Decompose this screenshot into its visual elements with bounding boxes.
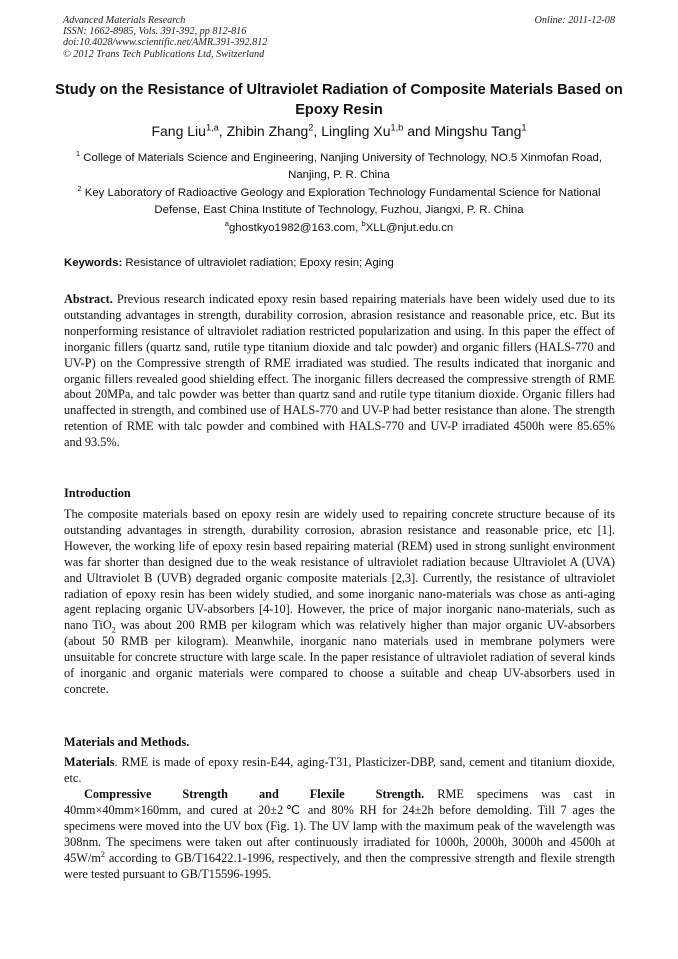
methods-heading: Materials and Methods.: [64, 735, 190, 749]
copyright-line: © 2012 Trans Tech Publications Ltd, Switzerland: [63, 48, 265, 60]
doi-line: doi:10.4028/www.scientific.net/AMR.391-392.812: [63, 37, 268, 49]
author-name: Lingling Xu: [321, 123, 391, 139]
affiliation-text: Key Laboratory of Radioactive Geology and Exploration Technology Fundamental Science for National Defense, East China Institute of Technology, Fuzhou, Jiangxi, P. R. China: [84, 187, 601, 216]
abstract-label: Abstract.: [64, 292, 113, 306]
affiliation-text: College of Materials Science and Engineering, Nanjing University of Technology, NO.5 Xinmofan Road, Nanjing, P. R. China: [83, 152, 603, 181]
affiliation-sup: 1: [75, 149, 81, 159]
affiliation-1: [64, 150, 614, 184]
abstract-text: Previous research indicated epoxy resin based repairing materials have been widely used due to its outstanding advantages in strength, durability corrosion, abrasion resistance and reasonable price, etc. But its nonperforming resistance of ultraviolet radiation restricted popularization and using. In this paper the effect of inorganic fillers (quartz sand, rutile type titanium dioxide and talc powder) and organic fillers (HALS-770 and UV-P) on the Compressive strength of RME irradiated was studied. The results indicated that inorganic and organic fillers revealed good shielding effect. The inorganic fillers decreased the compressive strength of RME about 20MPa, and talc powder was better than quartz sand and rutile type titanium dioxide. Organic fillers had unaffected in strength, and combined use of HALS-770 and UV-P had better resistance than alone. The strength retention of RME with talc powder and combined with HALS-770 and UV-P irradiated 4500h were 85.65% and 93.5%.: [64, 292, 615, 450]
email-list: $^a$ghostkyo1982@163.com, $^b$XLL@njut.edu.cn: [224, 219, 454, 234]
paper-title: Study on the Resistance of Ultraviolet Radiation of Composite Materials Based on Epoxy Resin: [55, 82, 623, 118]
materials-text: . RME is made of epoxy resin-E44, aging-T31, Plasticizer-DBP, sand, cement and titanium dioxide, etc.: [64, 755, 615, 785]
keywords-line: [64, 255, 616, 271]
author-name: Fang Liu: [151, 123, 206, 139]
journal-name: Advanced Materials Research: [63, 15, 186, 26]
author-sup: 1,b: [390, 122, 404, 133]
email-sup: b: [361, 219, 366, 229]
introduction-heading: Introduction: [64, 486, 131, 500]
strength-paragraph: Compressive Strength and Flexile Strength. RME specimens was cast in 40mm×40mm×160mm, and cured at 20±2℃ and 80% RH for 24±2h before demolding. Till 7 ages the specimens were moved into the UV box (Fig. 1). The UV lamp with the maximum peak of the wavelength was 308nm. The specimens were taken out after continuously irradiated for 1000h, 2000h, 3000h and 4500h at $45W/m^2$ according to GB/T16422.1-1996, respectively, and then the compressive strength and flexile strength were tested pursuant to GB/T15596-1995.: [64, 787, 615, 881]
email-address[interactable]: ghostkyo1982@163.com: [228, 222, 356, 234]
author-name: Zhibin Zhang: [226, 123, 309, 139]
author-name: Mingshu Tang: [434, 123, 522, 139]
strength-label: Compressive Strength and Flexile Strength.: [84, 787, 425, 801]
materials-paragraph: [64, 755, 615, 787]
email-address[interactable]: XLL@njut.edu.cn: [365, 222, 454, 234]
journal-header: [63, 15, 615, 60]
author-list: Fang Liu$^{1,a}$, Zhibin Zhang$^2$, Lingling Xu$^{1,b}$ and Mingshu Tang$^1$: [151, 122, 527, 139]
keywords-label: Keywords:: [64, 257, 123, 269]
affiliation-sup: 2: [77, 184, 82, 194]
author-sup: 1,a: [205, 122, 219, 133]
keywords-text: Resistance of ultraviolet radiation; Epoxy resin; Aging: [125, 257, 394, 269]
introduction-paragraph: The composite materials based on epoxy resin are widely used to repairing concrete structure because of its outstanding advantages in strength, durability corrosion, abrasion resistance and reasonable price, etc [1]. However, the working life of epoxy resin based repairing material (REM) used in strong sunlight environment was far shorter than designed due to the weak resistance of ultraviolet radiation because Ultraviolet A (UVA) and Ultraviolet B (UVB) degraded organic composite materials [2,3]. Currently, the resistance of ultraviolet radiation of epoxy resin has been widely studied, and some inorganic nano-materials was chose as anti-aging agent replacing organic UV-absorbers [4-10]. However, the price of major inorganic nano-materials, such as nano TiO$_2$ was about 200 RMB per kilogram which was relatively higher than major organic UV-absorbers (about 50 RMB per kilogram). Meanwhile, inorganic nano materials used in membrane polymers were unsuitable for concrete structure with large scale. In the paper resistance of ultraviolet radiation of several kinds of inorganic and organic materials were compared to choose a suitable and cheap UV-absorbers used in concrete.: [64, 507, 615, 696]
author-sup: 1: [521, 122, 527, 133]
affiliation-2: [64, 185, 614, 219]
author-sup: 2: [308, 122, 314, 133]
online-date: Online: 2011-12-08: [534, 15, 615, 26]
email-sup: a: [224, 219, 229, 229]
issn-line: ISSN: 1662-8985, Vols. 391-392, pp 812-816: [63, 26, 247, 38]
abstract-paragraph: [64, 292, 615, 451]
materials-label: Materials: [64, 755, 115, 769]
